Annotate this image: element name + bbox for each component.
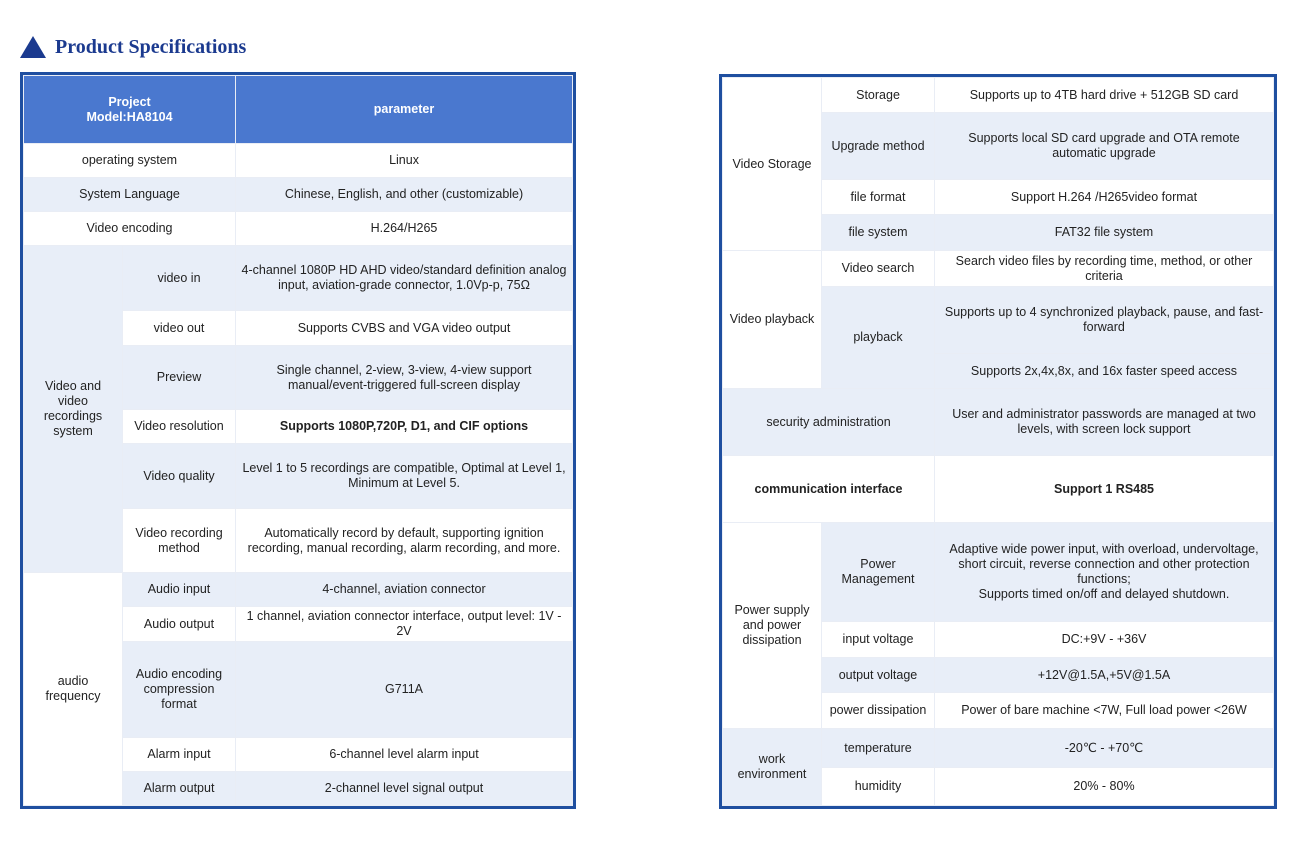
spec-name: Video search [822, 251, 935, 287]
spec-name: security administration [723, 389, 935, 456]
spec-value: Supports up to 4TB hard drive + 512GB SD card [935, 78, 1274, 113]
table-row [24, 573, 573, 607]
spec-table-right [719, 74, 1277, 809]
spec-table-left [20, 72, 576, 809]
spec-value: Search video files by recording time, method, or other criteria [935, 251, 1274, 287]
project-label: Project [108, 94, 151, 109]
spec-value: 4-channel 1080P HD AHD video/standard definition analog input, aviation-grade connector, 1.0Vp-p, 75Ω [236, 246, 573, 311]
spec-name: Video recording method [123, 509, 236, 573]
triangle-icon [20, 36, 46, 58]
spec-name: video in [123, 246, 236, 311]
page-title: Product Specifications [55, 35, 247, 58]
table-row [24, 178, 573, 212]
spec-name: file format [822, 180, 935, 215]
group-label-audio: audio frequency [24, 573, 123, 806]
spec-name: System Language [24, 178, 236, 212]
spec-name: Alarm input [123, 738, 236, 772]
spec-name: video out [123, 311, 236, 346]
spec-name: Audio output [123, 607, 236, 642]
spec-name: Video encoding [24, 212, 236, 246]
spec-value: Supports CVBS and VGA video output [236, 311, 573, 346]
table-row [24, 144, 573, 178]
spec-value: 20% - 80% [935, 768, 1274, 806]
spec-value: -20℃ - +70℃ [935, 729, 1274, 768]
spec-value: User and administrator passwords are managed at two levels, with screen lock support [935, 389, 1274, 456]
spec-name: Video resolution [123, 410, 236, 444]
spec-name: operating system [24, 144, 236, 178]
spec-name: power dissipation [822, 693, 935, 729]
spec-value: Chinese, English, and other (customizable) [236, 178, 573, 212]
spec-name: humidity [822, 768, 935, 806]
spec-value: Supports 2x,4x,8x, and 16x faster speed access [935, 354, 1274, 389]
spec-name: Power Management [822, 523, 935, 622]
left-spec-table [23, 75, 573, 806]
right-spec-table [722, 77, 1274, 806]
spec-name: Audio encoding compression format [123, 642, 236, 738]
spec-value: G711A [236, 642, 573, 738]
spec-name: Storage [822, 78, 935, 113]
spec-name: file system [822, 215, 935, 251]
spec-value: Level 1 to 5 recordings are compatible, Optimal at Level 1, Minimum at Level 5. [236, 444, 573, 509]
project-model-header [24, 76, 236, 144]
spec-value: DC:+9V - +36V [935, 622, 1274, 658]
spec-value: 1 channel, aviation connector interface, output level: 1V - 2V [236, 607, 573, 642]
spec-value: H.264/H265 [236, 212, 573, 246]
spec-value: Adaptive wide power input, with overload, undervoltage, short circuit, reverse connection and other protection functions; Supports timed on/off and delayed shutdown. [935, 523, 1274, 622]
table-row [24, 212, 573, 246]
spec-name: Alarm output [123, 772, 236, 806]
parameter-header: parameter [236, 76, 573, 144]
spec-name: temperature [822, 729, 935, 768]
spec-value: Supports local SD card upgrade and OTA remote automatic upgrade [935, 113, 1274, 180]
section-heading [20, 32, 246, 62]
spec-name: Upgrade method [822, 113, 935, 180]
table-row [723, 251, 1274, 287]
group-label-playback: Video playback [723, 251, 822, 389]
table-row [24, 246, 573, 311]
spec-value: Automatically record by default, supporting ignition recording, manual recording, alarm recording, and more. [236, 509, 573, 573]
spec-value: Linux [236, 144, 573, 178]
spec-value: Single channel, 2-view, 3-view, 4-view support manual/event-triggered full-screen display [236, 346, 573, 410]
spec-name: Video quality [123, 444, 236, 509]
group-label-storage: Video Storage [723, 78, 822, 251]
spec-name: communication interface [723, 456, 935, 523]
table-header-row [24, 76, 573, 144]
spec-name: Preview [123, 346, 236, 410]
spec-value: Support 1 RS485 [935, 456, 1274, 523]
spec-value: Supports 1080P,720P, D1, and CIF options [236, 410, 573, 444]
spec-name: playback [822, 287, 935, 389]
spec-value: FAT32 file system [935, 215, 1274, 251]
spec-value: 4-channel, aviation connector [236, 573, 573, 607]
spec-name: Audio input [123, 573, 236, 607]
group-label-video: Video and video recordings system [24, 246, 123, 573]
model-label: Model:HA8104 [86, 109, 173, 124]
spec-value: Supports up to 4 synchronized playback, pause, and fast-forward [935, 287, 1274, 354]
spec-value: 2-channel level signal output [236, 772, 573, 806]
spec-value: +12V@1.5A,+5V@1.5A [935, 658, 1274, 693]
spec-name: input voltage [822, 622, 935, 658]
spec-value: Support H.264 /H265video format [935, 180, 1274, 215]
group-label-environment: work environment [723, 729, 822, 806]
table-row [723, 729, 1274, 768]
spec-value: Power of bare machine <7W, Full load power <26W [935, 693, 1274, 729]
table-row [723, 78, 1274, 113]
spec-name: output voltage [822, 658, 935, 693]
table-row [723, 389, 1274, 456]
table-row [723, 456, 1274, 523]
spec-value: 6-channel level alarm input [236, 738, 573, 772]
group-label-power: Power supply and power dissipation [723, 523, 822, 729]
table-row [723, 523, 1274, 622]
